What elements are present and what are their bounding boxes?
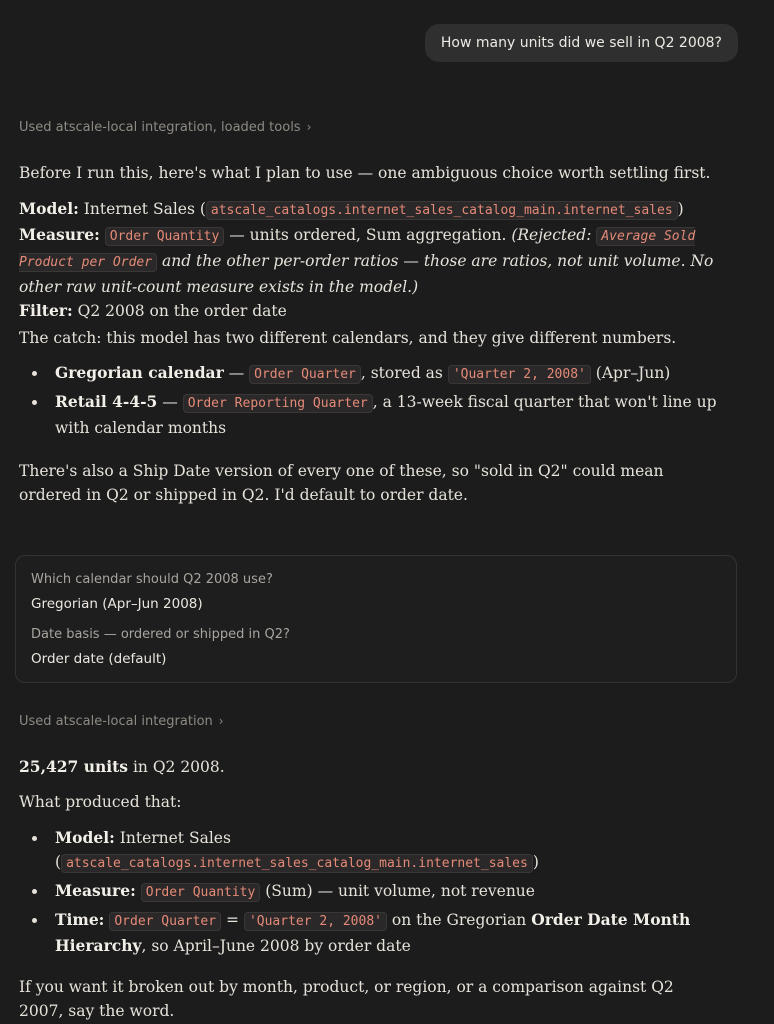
details-list xyxy=(19,826,719,961)
result-line xyxy=(19,755,719,779)
detail-text: (Sum) — unit volume, not revenue xyxy=(260,882,535,900)
tool-use-label: Used atscale-local integration, loaded tools xyxy=(19,120,301,135)
calendar-name: Retail 4-4-5 xyxy=(55,392,158,411)
model-label: Model: xyxy=(19,199,79,218)
dash: — xyxy=(223,364,250,382)
rejected-suffix: and the other per-order ratios — those are ratios, not unit volume. No other raw unit-count measure exists in the model.) xyxy=(19,252,714,296)
rejected-code: Average Sold Product per Order xyxy=(19,229,696,270)
list-item xyxy=(19,826,719,876)
dash: — xyxy=(157,393,183,411)
detail-code: atscale_catalogs.internet_sales_catalog_main.internet_sales xyxy=(61,854,533,873)
tool-use-disclosure[interactable] xyxy=(19,120,311,135)
result-rest: in Q2 2008. xyxy=(128,758,225,776)
model-code: atscale_catalogs.internet_sales_catalog_main.internet_sales xyxy=(206,201,678,220)
detail-code: Order Quarter xyxy=(109,912,221,931)
user-message-bubble xyxy=(425,24,738,62)
calendar-code: Order Reporting Quarter xyxy=(183,394,373,413)
calendar-name: Gregorian calendar xyxy=(55,363,224,382)
detail-code: Order Quantity xyxy=(141,883,261,902)
calendar-value-code: 'Quarter 2, 2008' xyxy=(448,365,591,384)
closing-paragraph: If you want it broken out by month, product, or region, or a comparison against Q2 2007, say the word. xyxy=(19,978,674,1020)
detail-value-code: 'Quarter 2, 2008' xyxy=(244,912,387,931)
detail-label: Model: xyxy=(55,828,115,847)
list-item xyxy=(19,908,719,958)
question-date-basis: Date basis — ordered or shipped in Q2? xyxy=(31,627,290,642)
detail-close: ) xyxy=(532,853,539,871)
produced-heading: What produced that: xyxy=(19,793,182,811)
detail-hierarchy: Order Date Month Hierarchy xyxy=(55,910,691,955)
calendar-mid: , stored as xyxy=(360,364,448,382)
detail-label: Measure: xyxy=(55,881,136,900)
filter-text: Q2 2008 on the order date xyxy=(72,302,287,320)
calendar-tail: (Apr–Jun) xyxy=(590,364,671,382)
answer-date-basis: Order date (default) xyxy=(31,651,167,667)
user-message-text: How many units did we sell in Q2 2008? xyxy=(440,35,722,51)
ship-date-note: There's also a Ship Date version of every one of these, so "sold in Q2" could mean ordered in Q2 or shipped in Q2. I'd default to order date. xyxy=(19,462,664,504)
result-value: 25,427 units xyxy=(19,757,129,776)
clarification-answers-card xyxy=(15,555,737,683)
filter-label: Filter: xyxy=(19,301,73,320)
list-item xyxy=(19,390,719,440)
catch-paragraph: The catch: this model has two different calendars, and they give different numbers. xyxy=(19,329,677,347)
detail-text: on the Gregorian xyxy=(387,911,532,929)
calendar-list xyxy=(19,361,719,443)
question-calendar: Which calendar should Q2 2008 use? xyxy=(31,572,273,587)
rejected-prefix: (Rejected: xyxy=(511,226,597,244)
measure-label: Measure: xyxy=(19,225,100,244)
chevron-right-icon: › xyxy=(306,120,312,134)
chevron-right-icon: › xyxy=(218,714,224,728)
model-text: Internet Sales ( xyxy=(78,200,206,218)
tool-use-disclosure[interactable] xyxy=(19,714,224,729)
plan-block xyxy=(19,197,719,323)
list-item xyxy=(19,879,719,905)
answer-calendar: Gregorian (Apr–Jun 2008) xyxy=(31,596,203,612)
detail-tail: , so April–June 2008 by order date xyxy=(141,937,411,955)
detail-eq: = xyxy=(221,911,244,929)
measure-text: — units ordered, Sum aggregation. xyxy=(224,226,512,244)
tool-use-label: Used atscale-local integration xyxy=(19,714,213,729)
intro-paragraph: Before I run this, here's what I plan to use — one ambiguous choice worth settling first. xyxy=(19,164,711,182)
detail-text: Internet Sales xyxy=(114,829,231,847)
list-item xyxy=(19,361,719,387)
measure-code: Order Quantity xyxy=(105,227,225,246)
calendar-tail: , a 13-week fiscal quarter that won't line up with calendar months xyxy=(55,393,717,437)
detail-open: ( xyxy=(55,853,62,871)
detail-label: Time: xyxy=(55,910,105,929)
calendar-code: Order Quarter xyxy=(249,365,361,384)
model-close: ) xyxy=(677,200,684,218)
